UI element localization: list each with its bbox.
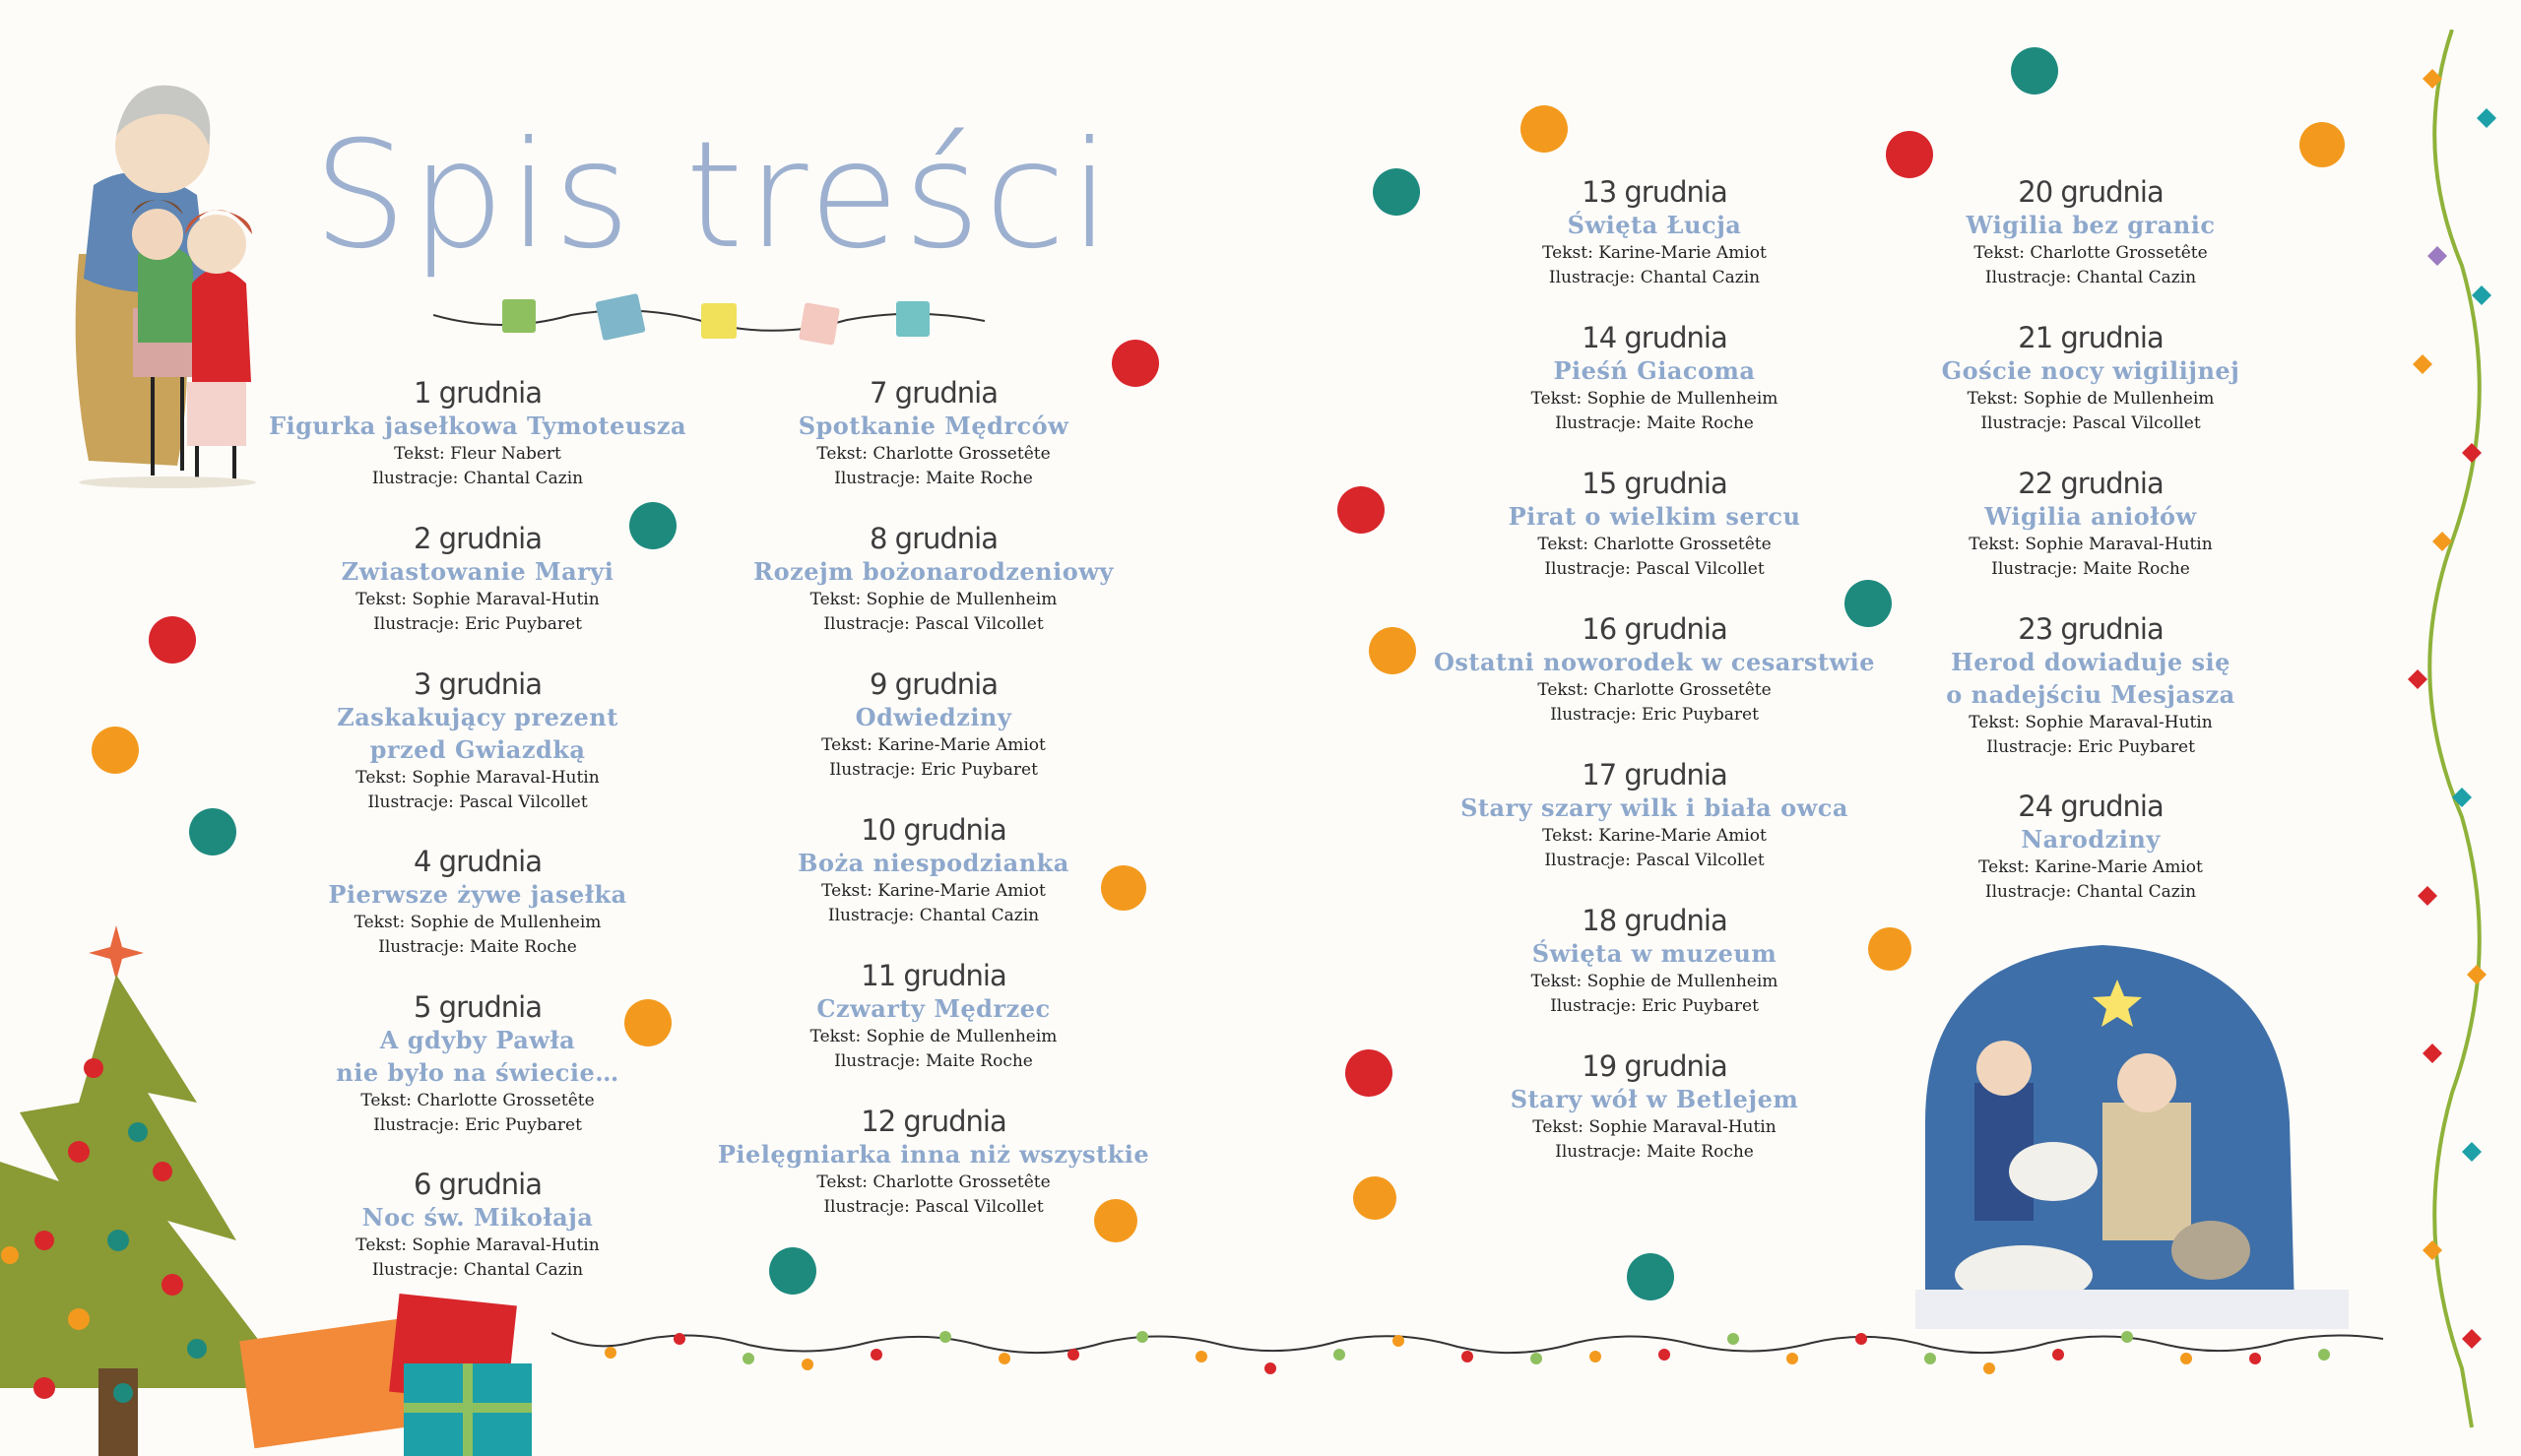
star-icon (89, 925, 144, 981)
entry-day: 6 grudnia (414, 1168, 542, 1201)
entry-illustrator: Ilustracje: Chantal Cazin (1984, 268, 2197, 287)
vine-decoration (2393, 30, 2501, 1447)
orange-ornament (1353, 1176, 1396, 1220)
teal-ornament (1373, 168, 1420, 216)
entry-illustrator: Ilustracje: Maite Roche (1991, 559, 2190, 579)
entry-day: 3 grudnia (414, 667, 542, 701)
entry-day: 8 grudnia (870, 522, 998, 555)
orange-ornament (624, 999, 672, 1046)
entry-illustrator: Ilustracje: Chantal Cazin (827, 906, 1040, 925)
orange-ornament (1094, 1199, 1137, 1242)
entry-day: 18 grudnia (1582, 904, 1727, 937)
entry-day: 15 grudnia (1582, 467, 1727, 500)
entry-title: Święta w muzeum (1531, 939, 1778, 968)
teal-ornament (189, 808, 236, 855)
entry-author: Tekst: Charlotte Grossetête (816, 444, 1051, 464)
entry-title-line2: nie było na świecie… (336, 1058, 619, 1087)
entry-author: Tekst: Karine-Marie Amiot (1542, 243, 1767, 263)
entry-title: A gdyby Pawła (379, 1026, 576, 1054)
entry-title: Ostatni noworodek w cesarstwie (1433, 648, 1876, 676)
entry-title: Wigilia bez granic (1966, 211, 2216, 239)
entry-illustrator: Ilustracje: Eric Puybaret (1986, 737, 2195, 757)
entry-title: Pirat o wielkim sercu (1508, 502, 1801, 531)
entry-illustrator: Ilustracje: Maite Roche (378, 937, 577, 957)
entry-title: Stary szary wilk i biała owca (1460, 793, 1848, 822)
teal-ornament (2011, 47, 2058, 95)
red-ornament (1337, 486, 1385, 534)
entry-title: Noc św. Mikołaja (361, 1203, 594, 1232)
entry-author: Tekst: Charlotte Grossetête (1537, 680, 1772, 700)
entry-title: Zaskakujący prezent (337, 703, 618, 731)
entry-illustrator: Ilustracje: Eric Puybaret (1550, 705, 1759, 725)
entry-title: Odwiedziny (855, 703, 1012, 731)
teal-ornament (1844, 580, 1892, 627)
entry-illustrator: Ilustracje: Pascal Vilcollet (823, 1197, 1044, 1217)
entry-author: Tekst: Karine-Marie Amiot (821, 735, 1046, 755)
entry-day: 21 grudnia (2018, 321, 2164, 354)
entry-day: 10 grudnia (861, 813, 1006, 847)
entry-illustrator: Ilustracje: Eric Puybaret (1550, 996, 1759, 1016)
entry-illustrator: Ilustracje: Maite Roche (834, 469, 1033, 488)
entry-illustrator: Ilustracje: Pascal Vilcollet (1544, 559, 1765, 579)
entry-author: Tekst: Sophie Maraval-Hutin (1969, 535, 2213, 554)
entry-author: Tekst: Karine-Marie Amiot (1542, 826, 1767, 846)
entry-day: 14 grudnia (1582, 321, 1727, 354)
entry-day: 1 grudnia (414, 376, 542, 410)
entry-title: Spotkanie Mędrców (798, 411, 1069, 440)
entry-author: Tekst: Sophie Maraval-Hutin (1532, 1117, 1777, 1137)
entry-title: Narodziny (2021, 825, 2161, 854)
entry-author: Tekst: Sophie de Mullenheim (809, 590, 1058, 609)
entry-title: Herod dowiaduje się (1951, 648, 2230, 676)
light-bulb-string (551, 1319, 2383, 1398)
entry-illustrator: Ilustracje: Pascal Vilcollet (1544, 851, 1765, 870)
entry-illustrator: Ilustracje: Chantal Cazin (1984, 882, 2197, 902)
entry-illustrator: Ilustracje: Chantal Cazin (371, 1260, 584, 1280)
page-title: Spis treści (313, 110, 1115, 282)
entry-day: 17 grudnia (1582, 758, 1727, 791)
entry-day: 13 grudnia (1582, 175, 1727, 209)
entry-title: Święta Łucja (1567, 211, 1742, 239)
entry-illustrator: Ilustracje: Chantal Cazin (371, 469, 584, 488)
entry-day: 23 grudnia (2018, 612, 2164, 646)
entry-title: Figurka jasełkowa Tymoteusza (268, 411, 687, 440)
entry-author: Tekst: Charlotte Grossetête (1537, 535, 1772, 554)
entry-day: 2 grudnia (414, 522, 542, 555)
entry-day: 16 grudnia (1582, 612, 1727, 646)
entry-illustrator: Ilustracje: Eric Puybaret (829, 760, 1038, 780)
entry-illustrator: Ilustracje: Maite Roche (1555, 1142, 1754, 1162)
orange-ornament (2299, 122, 2345, 167)
entry-title: Zwiastowanie Maryi (341, 557, 614, 586)
entry-illustrator: Ilustracje: Eric Puybaret (373, 614, 582, 634)
entry-author: Tekst: Sophie Maraval-Hutin (1969, 713, 2213, 732)
entry-author: Tekst: Sophie de Mullenheim (1530, 972, 1778, 991)
entry-author: Tekst: Charlotte Grossetête (816, 1172, 1051, 1192)
entry-day: 5 grudnia (414, 990, 542, 1024)
entry-author: Tekst: Sophie Maraval-Hutin (356, 590, 600, 609)
entry-title: Pieśń Giacoma (1553, 356, 1756, 385)
entry-title: Boża niespodzianka (798, 849, 1069, 877)
entry-title: Pierwsze żywe jasełka (328, 880, 627, 909)
vine-leaves (2408, 69, 2496, 1349)
entry-title: Czwarty Mędrzec (816, 994, 1051, 1023)
entry-day: 24 grudnia (2018, 790, 2164, 823)
orange-ornament (1868, 927, 1911, 971)
orange-ornament (92, 727, 139, 774)
entry-day: 20 grudnia (2018, 175, 2164, 209)
entry-author: Tekst: Sophie Maraval-Hutin (356, 1235, 600, 1255)
gift-boxes (239, 1294, 532, 1456)
entry-illustrator: Ilustracje: Maite Roche (1555, 413, 1754, 433)
entry-day: 7 grudnia (870, 376, 998, 410)
teal-ornament (1627, 1253, 1674, 1300)
red-ornament (1112, 340, 1159, 387)
christmas-tree-illustration (0, 925, 571, 1456)
entry-day: 12 grudnia (861, 1105, 1006, 1138)
entry-author: Tekst: Sophie Maraval-Hutin (356, 768, 600, 788)
teal-ornament (629, 502, 677, 549)
orange-ornament (1101, 865, 1146, 911)
orange-ornament (1520, 105, 1568, 153)
red-ornament (1345, 1049, 1392, 1097)
entry-day: 9 grudnia (870, 667, 998, 701)
entry-illustrator: Ilustracje: Pascal Vilcollet (1980, 413, 2201, 433)
entry-author: Tekst: Fleur Nabert (394, 444, 561, 464)
red-ornament (1886, 131, 1933, 178)
entry-day: 19 grudnia (1582, 1049, 1727, 1083)
entry-author: Tekst: Sophie de Mullenheim (1530, 389, 1778, 409)
entry-author: Tekst: Charlotte Grossetête (360, 1091, 595, 1110)
entry-illustrator: Ilustracje: Eric Puybaret (373, 1115, 582, 1135)
entry-day: 4 grudnia (414, 845, 542, 878)
entry-author: Tekst: Charlotte Grossetête (1973, 243, 2208, 263)
entry-day: 22 grudnia (2018, 467, 2164, 500)
entry-illustrator: Ilustracje: Pascal Vilcollet (823, 614, 1044, 634)
entry-illustrator: Ilustracje: Pascal Vilcollet (367, 792, 588, 812)
entry-title: Wigilia aniołów (1984, 502, 2197, 531)
entry-title: Rozejm bożonarodzeniowy (753, 557, 1114, 586)
entry-author: Tekst: Karine-Marie Amiot (821, 881, 1046, 901)
entry-title-line2: o nadejściu Mesjasza (1946, 680, 2235, 709)
teal-ornament (769, 1247, 816, 1295)
entry-title: Goście nocy wigilijnej (1941, 356, 2240, 385)
entry-author: Tekst: Karine-Marie Amiot (1978, 857, 2203, 877)
entry-day: 11 grudnia (861, 959, 1006, 992)
shepherds-illustration (1915, 935, 2349, 1329)
entry-author: Tekst: Sophie de Mullenheim (1967, 389, 2215, 409)
entry-illustrator: Ilustracje: Chantal Cazin (1548, 268, 1761, 287)
entry-title-line2: przed Gwiazdką (369, 735, 586, 764)
entry-title: Pielęgniarka inna niż wszystkie (717, 1140, 1150, 1169)
entry-title: Stary wół w Betlejem (1510, 1085, 1799, 1113)
entry-author: Tekst: Sophie de Mullenheim (809, 1027, 1058, 1046)
orange-ornament (1369, 627, 1416, 674)
red-ornament (149, 616, 196, 664)
entry-author: Tekst: Sophie de Mullenheim (354, 913, 602, 932)
entry-illustrator: Ilustracje: Maite Roche (834, 1051, 1033, 1071)
